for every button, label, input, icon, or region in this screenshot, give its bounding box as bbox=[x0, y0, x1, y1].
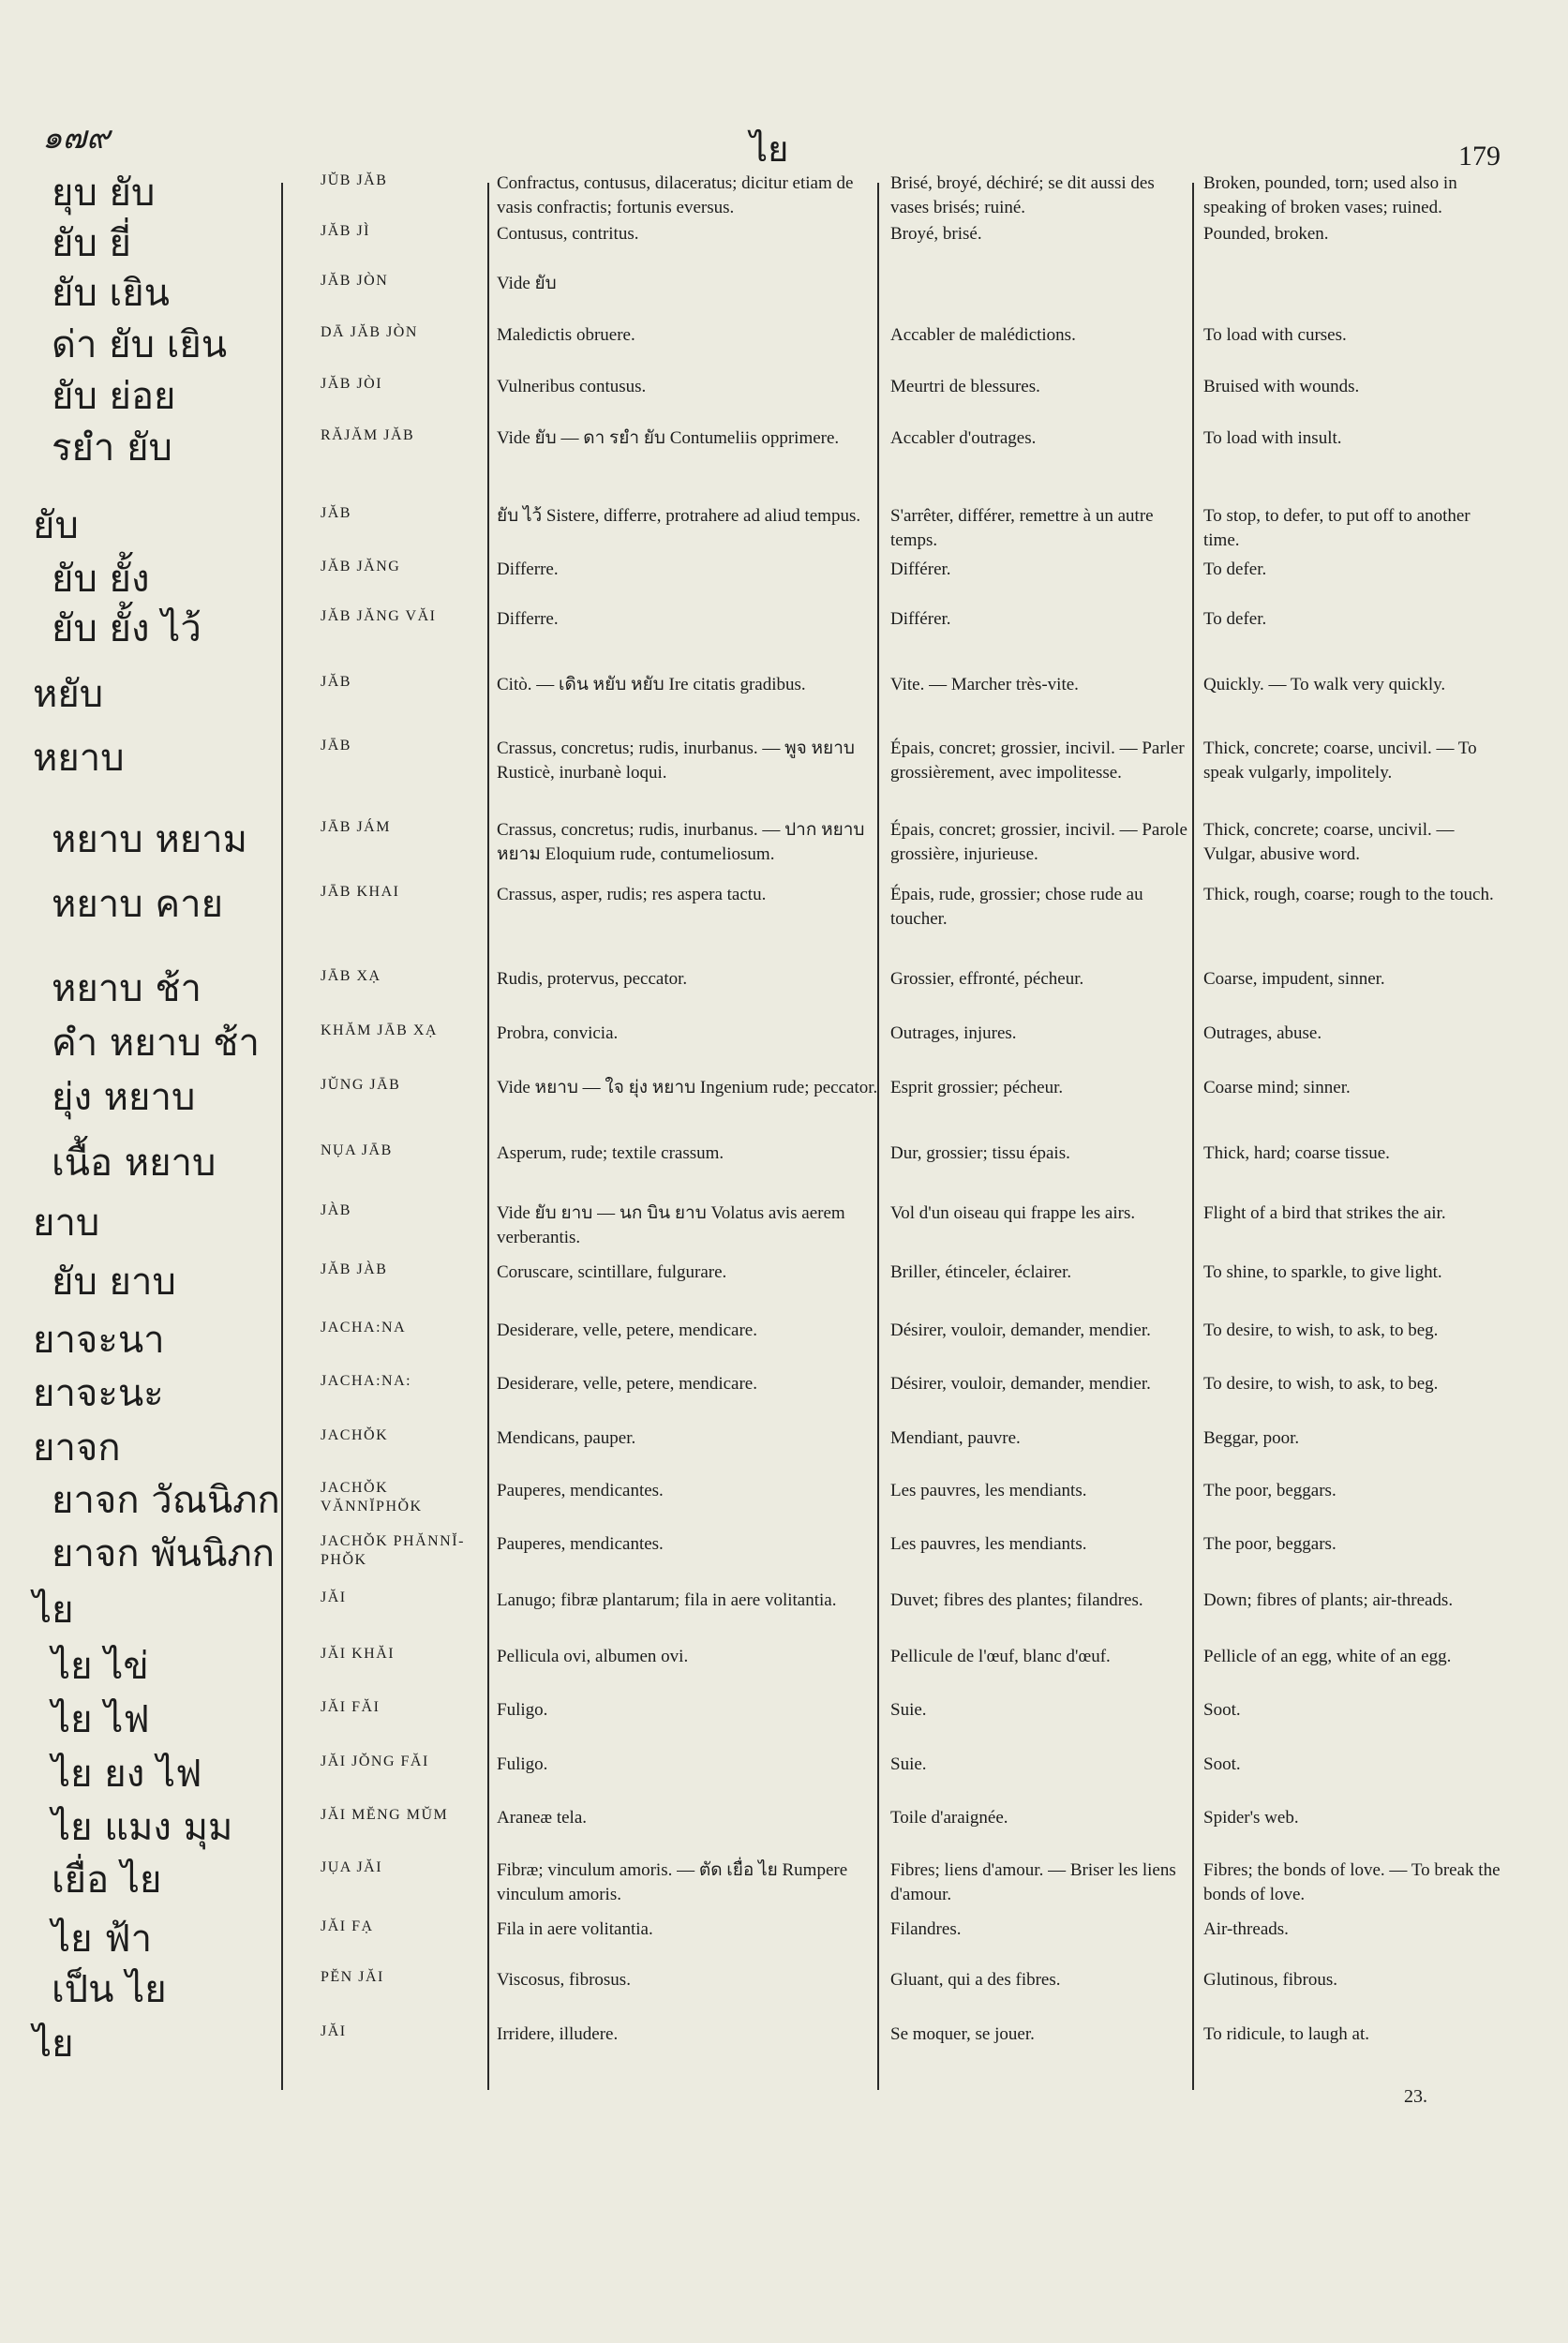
english-definition: Flight of a bird that strikes the air. bbox=[1203, 1203, 1446, 1223]
romanization: JĂI FẠ bbox=[321, 1918, 374, 1934]
french-definition: Vol d'un oiseau qui frappe les airs. bbox=[890, 1203, 1136, 1223]
thai-headword: หยาบ คาย bbox=[52, 883, 224, 926]
latin-definition: Crassus, concretus; rudis, inurbanus. — พูจ หยาบ Rusticè, inurbanè loqui. bbox=[497, 739, 855, 783]
french-definition: Meurtri de blessures. bbox=[890, 377, 1040, 396]
english-definition: To shine, to sparkle, to give light. bbox=[1203, 1262, 1442, 1282]
latin-definition: Desiderare, velle, petere, mendicare. bbox=[497, 1374, 757, 1394]
thai-headword: ยาจะนะ bbox=[33, 1372, 164, 1415]
romanization: KHĂM JĀB XẠ bbox=[321, 1022, 438, 1038]
french-definition: Se moquer, se jouer. bbox=[890, 2024, 1035, 2044]
english-definition: Thick, hard; coarse tissue. bbox=[1203, 1143, 1390, 1163]
thai-headword: ไย ฟ้า bbox=[52, 1918, 153, 1961]
romanization: JACHA:NA: bbox=[321, 1373, 412, 1389]
thai-headword: ยุบ ยับ bbox=[52, 172, 156, 215]
latin-definition: Fuligo. bbox=[497, 1700, 548, 1720]
french-definition: Épais, concret; grossier, incivil. — Parler grossièrement, avec impolitesse. bbox=[890, 739, 1185, 783]
romanization: RĂJĂM JĂB bbox=[321, 427, 415, 443]
latin-definition: Pauperes, mendicantes. bbox=[497, 1481, 664, 1500]
french-definition: Broyé, brisé. bbox=[890, 224, 982, 244]
latin-definition: Fila in aere volitantia. bbox=[497, 1919, 653, 1939]
romanization: JĀB KHAI bbox=[321, 884, 400, 900]
french-definition: Accabler de malédictions. bbox=[890, 325, 1076, 345]
romanization: JĂB bbox=[321, 505, 351, 521]
english-definition: Pounded, broken. bbox=[1203, 224, 1329, 244]
latin-definition: Pellicula ovi, albumen ovi. bbox=[497, 1647, 689, 1666]
english-definition: To desire, to wish, to ask, to beg. bbox=[1203, 1321, 1439, 1340]
thai-headword: ไย ไข่ bbox=[52, 1645, 149, 1688]
english-definition: To load with insult. bbox=[1203, 428, 1342, 448]
french-definition: Les pauvres, les mendiants. bbox=[890, 1481, 1087, 1500]
french-definition: Suie. bbox=[890, 1700, 927, 1720]
french-definition: Désirer, vouloir, demander, mendier. bbox=[890, 1321, 1151, 1340]
french-definition: Dur, grossier; tissu épais. bbox=[890, 1143, 1070, 1163]
french-definition: Gluant, qui a des fibres. bbox=[890, 1970, 1061, 1990]
latin-definition: Maledictis obruere. bbox=[497, 325, 635, 345]
romanization: JĀB JÁM bbox=[321, 819, 391, 835]
latin-definition: Differre. bbox=[497, 609, 559, 629]
thai-headword: ไย แมง มุม bbox=[52, 1806, 233, 1849]
french-definition: Différer. bbox=[890, 560, 951, 579]
latin-definition: Differre. bbox=[497, 560, 559, 579]
latin-definition: Vide ยับ ยาบ — นก บิน ยาบ Volatus avis aerem verberantis. bbox=[497, 1203, 845, 1247]
french-definition: Fibres; liens d'amour. — Briser les liens d'amour. bbox=[890, 1860, 1176, 1904]
latin-definition: Irridere, illudere. bbox=[497, 2024, 619, 2044]
thai-headword: ด่า ยับ เยิน bbox=[52, 323, 228, 366]
english-definition: Spider's web. bbox=[1203, 1808, 1299, 1828]
latin-definition: Mendicans, pauper. bbox=[497, 1428, 636, 1448]
thai-headword: ไย bbox=[33, 2022, 74, 2066]
romanization: JĂI FĂI bbox=[321, 1699, 381, 1715]
romanization: JĂB JÀB bbox=[321, 1261, 388, 1277]
english-definition: Thick, concrete; coarse, uncivil. — Vulgar, abusive word. bbox=[1203, 820, 1455, 864]
romanization: JŬNG JĀB bbox=[321, 1077, 401, 1093]
english-definition: The poor, beggars. bbox=[1203, 1481, 1337, 1500]
romanization: JĂB JÌ bbox=[321, 223, 371, 239]
romanization: JỤA JĂI bbox=[321, 1859, 383, 1875]
romanization: JĀB bbox=[321, 738, 351, 754]
thai-headword: ยับ เยิน bbox=[52, 272, 170, 315]
english-definition: Quickly. — To walk very quickly. bbox=[1203, 675, 1446, 694]
latin-definition: Araneæ tela. bbox=[497, 1808, 588, 1828]
english-definition: Air-threads. bbox=[1203, 1919, 1289, 1939]
thai-headword: หยาบ ช้า bbox=[52, 967, 202, 1010]
romanization: JĂI KHĂI bbox=[321, 1646, 396, 1662]
english-definition: Broken, pounded, torn; used also in speaking of broken vases; ruined. bbox=[1203, 173, 1457, 217]
english-definition: To ridicule, to laugh at. bbox=[1203, 2024, 1370, 2044]
romanization: JĂI bbox=[321, 1589, 347, 1605]
french-definition: Esprit grossier; pécheur. bbox=[890, 1078, 1064, 1097]
french-definition: Épais, concret; grossier, incivil. — Parole grossière, injurieuse. bbox=[890, 820, 1187, 864]
latin-definition: Asperum, rude; textile crassum. bbox=[497, 1143, 724, 1163]
romanization: JACHŎK bbox=[321, 1427, 389, 1443]
thai-headword: หยับ bbox=[33, 673, 104, 716]
thai-headword: ยับ ยั้ง ไว้ bbox=[52, 607, 202, 650]
latin-definition: Crassus, concretus; rudis, inurbanus. — ปาก หยาบ หยาม Eloquium rude, contumeliosum. bbox=[497, 820, 865, 864]
english-definition: To defer. bbox=[1203, 609, 1267, 629]
romanization: JACHŎK VĂNNĬPHŎK bbox=[321, 1480, 423, 1515]
english-definition: Bruised with wounds. bbox=[1203, 377, 1360, 396]
french-definition: Brisé, broyé, déchiré; se dit aussi des vases brisés; ruiné. bbox=[890, 173, 1155, 217]
romanization: JĂB JÒN bbox=[321, 273, 389, 289]
column-rule bbox=[1192, 183, 1194, 2090]
english-definition: Glutinous, fibrous. bbox=[1203, 1970, 1338, 1990]
english-definition: To defer. bbox=[1203, 560, 1267, 579]
french-definition: Filandres. bbox=[890, 1919, 962, 1939]
english-definition: Thick, rough, coarse; rough to the touch. bbox=[1203, 885, 1494, 904]
thai-headword: ยาจก bbox=[33, 1426, 121, 1470]
french-definition: Accabler d'outrages. bbox=[890, 428, 1037, 448]
latin-definition: Vide หยาบ — ใจ ยุ่ง หยาบ Ingenium rude; peccator. bbox=[497, 1078, 878, 1097]
french-definition: Désirer, vouloir, demander, mendier. bbox=[890, 1374, 1151, 1394]
french-definition: Pellicule de l'œuf, blanc d'œuf. bbox=[890, 1647, 1111, 1666]
latin-definition: Vide ยับ bbox=[497, 274, 557, 293]
english-definition: Thick, concrete; coarse, uncivil. — To speak vulgarly, impolitely. bbox=[1203, 739, 1477, 783]
english-definition: Fibres; the bonds of love. — To break the bonds of love. bbox=[1203, 1860, 1501, 1904]
french-definition: S'arrêter, différer, remettre à un autre temps. bbox=[890, 506, 1154, 550]
page-number: 179 bbox=[1458, 141, 1501, 172]
thai-headword: คำ หยาบ ช้า bbox=[52, 1022, 260, 1065]
thai-headword: ยุ่ง หยาบ bbox=[52, 1076, 196, 1119]
english-definition: Coarse, impudent, sinner. bbox=[1203, 969, 1385, 989]
latin-definition: Vulneribus contusus. bbox=[497, 377, 647, 396]
english-definition: Beggar, poor. bbox=[1203, 1428, 1300, 1448]
romanization: JĂB JÒI bbox=[321, 376, 383, 392]
english-definition: To stop, to defer, to put off to another time. bbox=[1203, 506, 1471, 550]
english-definition: Pellicle of an egg, white of an egg. bbox=[1203, 1647, 1452, 1666]
romanization: NỤA JĀB bbox=[321, 1142, 393, 1158]
thai-page-number: ๑๗๙ bbox=[42, 119, 111, 157]
french-definition: Outrages, injures. bbox=[890, 1023, 1017, 1043]
latin-definition: ยับ ไว้ Sistere, differre, protrahere ad aliud tempus. bbox=[497, 506, 861, 526]
english-definition: Soot. bbox=[1203, 1700, 1241, 1720]
english-definition: To load with curses. bbox=[1203, 325, 1347, 345]
romanization: JĂI bbox=[321, 2023, 347, 2039]
thai-headword: ไย bbox=[33, 1589, 74, 1632]
thai-headword: ไย ไฟ bbox=[52, 1698, 150, 1741]
thai-headword: ยับ ยี่ bbox=[52, 222, 131, 265]
column-rule bbox=[877, 183, 879, 2090]
romanization: JĂI JŎNG FĂI bbox=[321, 1754, 429, 1769]
english-definition: Soot. bbox=[1203, 1754, 1241, 1774]
romanization: JŬB JĂB bbox=[321, 172, 388, 188]
romanization: JĂI MĔNG MŬM bbox=[321, 1807, 449, 1823]
thai-headword: ยาจก พันนิภก bbox=[52, 1532, 275, 1575]
french-definition: Les pauvres, les mendiants. bbox=[890, 1534, 1087, 1554]
latin-definition: Coruscare, scintillare, fulgurare. bbox=[497, 1262, 727, 1282]
romanization: JACHA:NA bbox=[321, 1320, 407, 1336]
thai-headword: หยาบ bbox=[33, 737, 125, 780]
latin-definition: Fibræ; vinculum amoris. — ตัด เยื่อ ไย Rumpere vinculum amoris. bbox=[497, 1860, 848, 1904]
english-definition: Coarse mind; sinner. bbox=[1203, 1078, 1351, 1097]
english-definition: Outrages, abuse. bbox=[1203, 1023, 1322, 1043]
thai-headword: เยื่อ ไย bbox=[52, 1858, 162, 1902]
thai-headword: ยับ bbox=[33, 504, 79, 547]
french-definition: Épais, rude, grossier; chose rude au toucher. bbox=[890, 885, 1143, 929]
romanization: JĀB XẠ bbox=[321, 968, 381, 984]
english-definition: To desire, to wish, to ask, to beg. bbox=[1203, 1374, 1439, 1394]
latin-definition: Probra, convicia. bbox=[497, 1023, 619, 1043]
latin-definition: Vide ยับ — ดา รยำ ยับ Contumeliis opprimere. bbox=[497, 428, 840, 448]
latin-definition: Fuligo. bbox=[497, 1754, 548, 1774]
thai-headword: ยับ ยั้ง bbox=[52, 558, 150, 601]
romanization: JĂB bbox=[321, 674, 351, 690]
running-head: ไย bbox=[750, 128, 789, 170]
thai-headword: เนื้อ หยาบ bbox=[52, 1142, 217, 1185]
thai-headword: ยาบ bbox=[33, 1201, 100, 1245]
romanization: JÀB bbox=[321, 1202, 351, 1218]
romanization: PĔN JĂI bbox=[321, 1969, 384, 1985]
thai-headword: ไย ยง ไฟ bbox=[52, 1753, 202, 1796]
latin-definition: Viscosus, fibrosus. bbox=[497, 1970, 631, 1990]
latin-definition: Desiderare, velle, petere, mendicare. bbox=[497, 1321, 757, 1340]
latin-definition: Crassus, asper, rudis; res aspera tactu. bbox=[497, 885, 767, 904]
romanization: JĂB JĂNG VĂI bbox=[321, 608, 437, 624]
french-definition: Différer. bbox=[890, 609, 951, 629]
column-rule bbox=[487, 183, 489, 2090]
latin-definition: Rudis, protervus, peccator. bbox=[497, 969, 688, 989]
romanization: DĀ JĂB JÒN bbox=[321, 324, 418, 340]
french-definition: Mendiant, pauvre. bbox=[890, 1428, 1021, 1448]
french-definition: Toile d'araignée. bbox=[890, 1808, 1008, 1828]
thai-headword: ยาจะนา bbox=[33, 1319, 165, 1362]
latin-definition: Confractus, contusus, dilaceratus; dicitur etiam de vasis confractis; fortunis eversus. bbox=[497, 173, 854, 217]
latin-definition: Lanugo; fibræ plantarum; fila in aere volitantia. bbox=[497, 1590, 837, 1610]
romanization: JACHŎK PHĂNNĬ-PHŎK bbox=[321, 1533, 465, 1568]
latin-definition: Pauperes, mendicantes. bbox=[497, 1534, 664, 1554]
french-definition: Duvet; fibres des plantes; filandres. bbox=[890, 1590, 1143, 1610]
thai-headword: ยาจก วัณนิภก bbox=[52, 1479, 280, 1522]
french-definition: Briller, étinceler, éclairer. bbox=[890, 1262, 1072, 1282]
signature-mark: 23. bbox=[1404, 2086, 1427, 2107]
thai-headword: หยาบ หยาม bbox=[52, 818, 248, 861]
french-definition: Vite. — Marcher très-vite. bbox=[890, 675, 1079, 694]
english-definition: Down; fibres of plants; air-threads. bbox=[1203, 1590, 1454, 1610]
thai-headword: ยับ ย่อย bbox=[52, 375, 176, 418]
latin-definition: Citò. — เดิน หยับ หยับ Ire citatis gradibus. bbox=[497, 675, 806, 694]
column-rule bbox=[281, 183, 283, 2090]
thai-headword: รยำ ยับ bbox=[52, 426, 172, 470]
latin-definition: Contusus, contritus. bbox=[497, 224, 639, 244]
thai-headword: เป็น ไย bbox=[52, 1968, 167, 2011]
french-definition: Suie. bbox=[890, 1754, 927, 1774]
french-definition: Grossier, effronté, pécheur. bbox=[890, 969, 1084, 989]
thai-headword: ยับ ยาบ bbox=[52, 1261, 176, 1304]
english-definition: The poor, beggars. bbox=[1203, 1534, 1337, 1554]
romanization: JĂB JĂNG bbox=[321, 559, 401, 575]
